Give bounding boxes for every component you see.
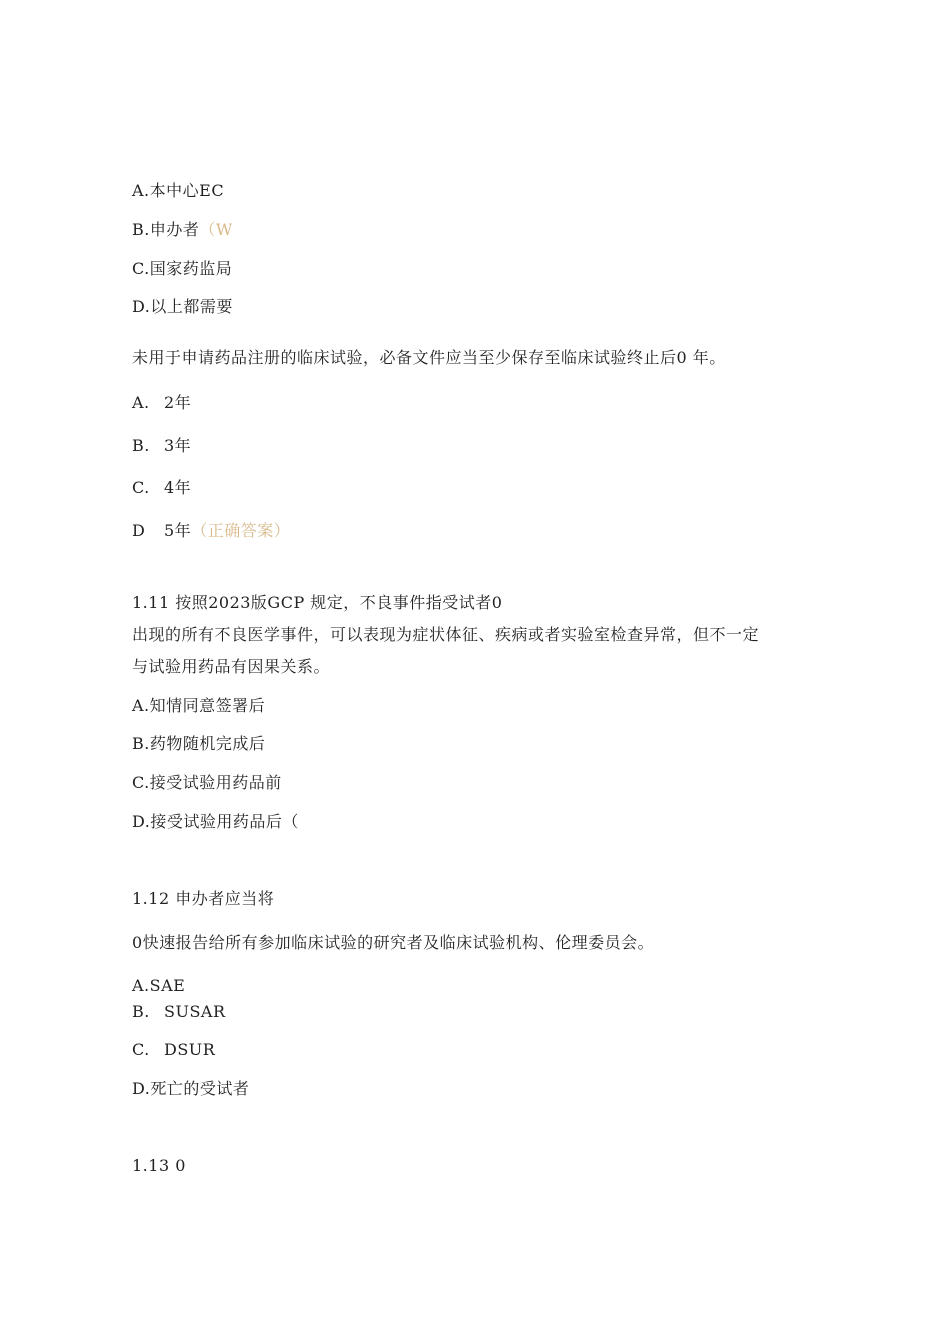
q-prev-option-a bbox=[132, 181, 224, 201]
q-1-12-option-d bbox=[132, 1079, 249, 1099]
q-1-13-stem-line-1: 1.13 0 bbox=[132, 1156, 186, 1175]
option-text: B.药物随机完成后 bbox=[132, 734, 266, 753]
q-1-11-option-c bbox=[132, 773, 282, 793]
q-retention-option-b bbox=[132, 436, 191, 456]
correct-answer-mark: （正确答案） bbox=[191, 521, 291, 540]
q-1-12-option-a bbox=[132, 976, 185, 996]
option-letter: B. bbox=[132, 1002, 150, 1021]
q-1-12-option-c bbox=[132, 1040, 215, 1060]
q-1-11-stem-line-1: 1.11 按照2023版GCP 规定，不良事件指受试者0 bbox=[132, 593, 503, 612]
option-text: SUSAR bbox=[164, 1002, 226, 1021]
option-text: 2年 bbox=[164, 393, 192, 412]
option-text: D.以上都需要 bbox=[132, 297, 233, 316]
q-prev-option-c bbox=[132, 259, 232, 279]
option-text: A.SAE bbox=[132, 976, 186, 995]
q-retention-option-c bbox=[132, 478, 191, 498]
option-text: B.申办者 bbox=[132, 220, 200, 239]
option-text: A.知情同意签署后 bbox=[132, 696, 266, 715]
answer-mark: （W bbox=[199, 220, 233, 239]
option-text: 5年 bbox=[164, 521, 192, 540]
q-prev-option-b bbox=[132, 220, 233, 240]
option-text: 4年 bbox=[164, 478, 192, 497]
q-1-11-stem-line-3: 与试验用药品有因果关系。 bbox=[132, 657, 331, 676]
q-1-12-stem-line-2: 0快速报告给所有参加临床试验的研究者及临床试验机构、伦理委员会。 bbox=[132, 933, 655, 952]
q-retention-stem: 未用于申请药品注册的临床试验，必备文件应当至少保存至临床试验终止后0 年。 bbox=[132, 348, 726, 367]
option-letter: C. bbox=[132, 478, 150, 497]
option-letter: A. bbox=[132, 393, 150, 412]
q-1-11-option-a bbox=[132, 696, 265, 716]
q-retention-option-a bbox=[132, 393, 191, 413]
option-text: D.接受试验用药品后（ bbox=[132, 812, 299, 831]
q-1-11-option-d bbox=[132, 812, 299, 832]
q-1-12-stem-line-1: 1.12 申办者应当将 bbox=[132, 889, 275, 908]
option-letter: B. bbox=[132, 436, 150, 455]
q-retention-option-d bbox=[132, 521, 290, 541]
q-1-11-option-b bbox=[132, 734, 265, 754]
q-1-11-stem-line-2: 出现的所有不良医学事件，可以表现为症状体征、疾病或者实验室检查异常，但不一定 bbox=[132, 625, 760, 644]
q-1-12-option-b bbox=[132, 1002, 226, 1022]
option-text: C.接受试验用药品前 bbox=[132, 773, 282, 792]
option-letter: C. bbox=[132, 1040, 150, 1059]
q-prev-option-d bbox=[132, 297, 233, 317]
option-text: D.死亡的受试者 bbox=[132, 1079, 250, 1098]
option-letter: D bbox=[132, 521, 146, 540]
option-text: DSUR bbox=[164, 1040, 216, 1059]
option-text: A.本中心EC bbox=[132, 181, 225, 200]
option-text: 3年 bbox=[164, 436, 192, 455]
option-text: C.国家药监局 bbox=[132, 259, 233, 278]
